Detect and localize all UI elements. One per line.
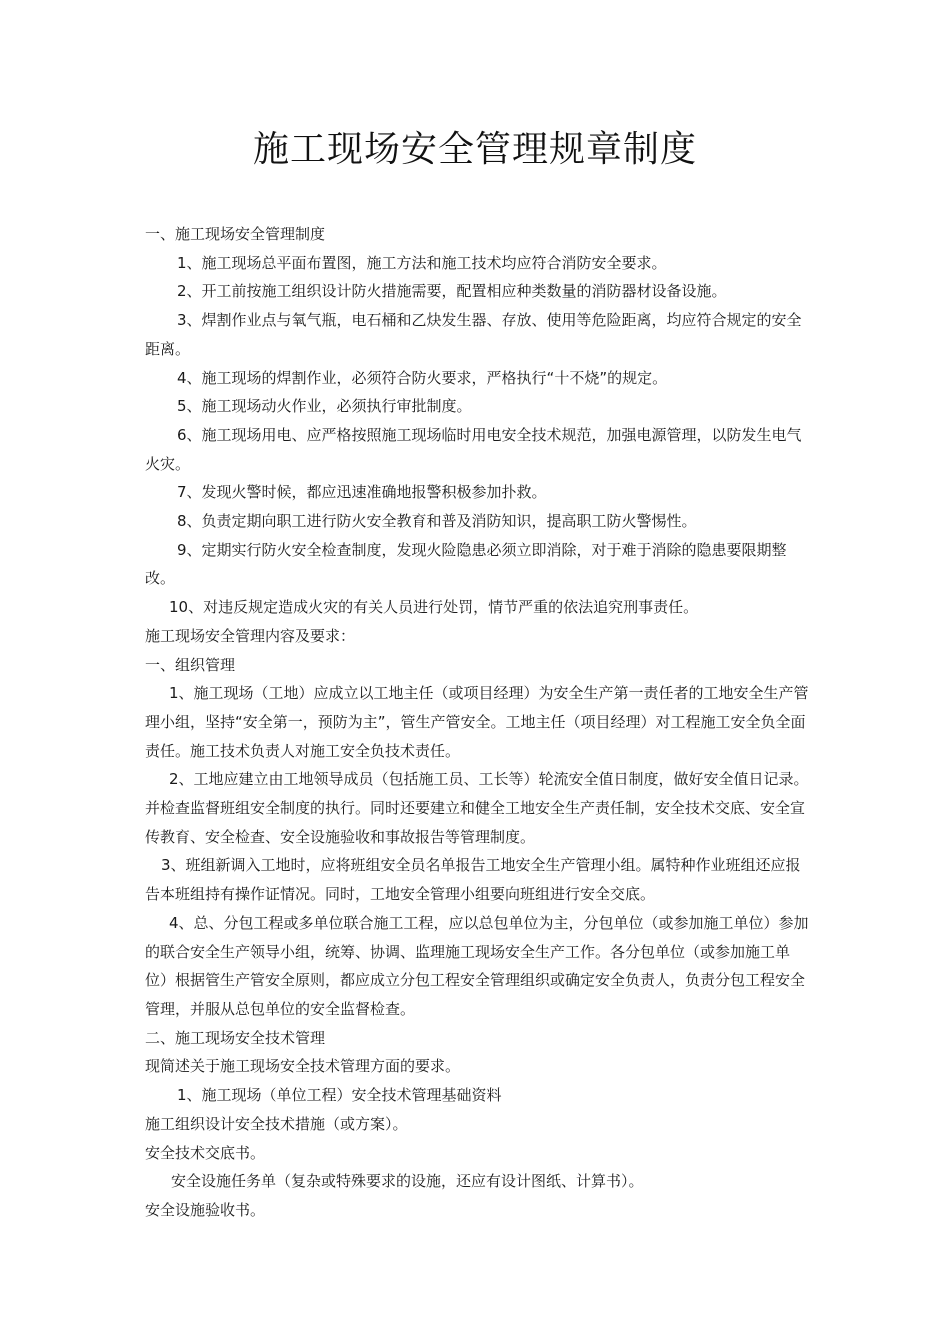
paragraph: 5、施工现场动火作业，必须执行审批制度。 (177, 397, 472, 416)
paragraph: 安全设施任务单（复杂或特殊要求的设施，还应有设计图纸、计算书）。 (171, 1172, 644, 1191)
paragraph: 4、总、分包工程或多单位联合施工工程，应以总包单位为主，分包单位（或参加施工单位）参加的联合安全生产领导小组，统筹、协调、监理施工现场安全生产工作。各分包单位（或参加施工单位）根据管生产管安全原则，都应成立分包工程安全管理组织或确定安全负责人，负责分包工程安全管理，并服从总包单位的安全监督检查。 (145, 913, 809, 1018)
paragraph: 现简述关于施工现场安全技术管理方面的要求。 (145, 1057, 461, 1076)
paragraph: 二、施工现场安全技术管理 (145, 1028, 326, 1047)
paragraph: 1、施工现场总平面布置图，施工方法和施工技术均应符合消防安全要求。 (177, 253, 667, 272)
paragraph: 7、发现火警时候，都应迅速准确地报警积极参加扑救。 (177, 483, 547, 502)
paragraph: 9、定期实行防火安全检查制度，发现火险隐患必须立即消除，对于难于消除的隐患要限期整改。 (145, 540, 787, 588)
paragraph: 8、负责定期向职工进行防火安全教育和普及消防知识，提高职工防火警惕性。 (177, 512, 697, 531)
paragraph: 2、工地应建立由工地领导成员（包括施工员、工长等）轮流安全值日制度，做好安全值日记录。并检查监督班组安全制度的执行。同时还要建立和健全工地安全生产责任制，安全技术交底、安全宣传教育、安全检查、安全设施验收和事故报告等管理制度。 (145, 770, 809, 846)
paragraph: 3、班组新调入工地时，应将班组安全员名单报告工地安全生产管理小组。属特种作业班组还应报告本班组持有操作证情况。同时，工地安全管理小组要向班组进行安全交底。 (145, 856, 801, 904)
paragraph: 施工组织设计安全技术措施（或方案）。 (145, 1114, 408, 1133)
document-body (145, 220, 811, 1225)
paragraph: 安全设施验收书。 (145, 1200, 266, 1219)
paragraph: 安全技术交底书。 (145, 1143, 266, 1162)
paragraph: 3、焊割作业点与氧气瓶，电石桶和乙炔发生器、存放、使用等危险距离，均应符合规定的安全距离。 (145, 311, 802, 358)
paragraph: 施工现场安全管理内容及要求： (145, 626, 356, 645)
paragraph: 4、施工现场的焊割作业，必须符合防火要求，严格执行“十不烧”的规定。 (177, 368, 668, 387)
paragraph: 1、施工现场（工地）应成立以工地主任（或项目经理）为安全生产第一责任者的工地安全生产管理小组，坚持“安全第一，预防为主”，管生产管安全。工地主任（项目经理）对工程施工安全负全面责任。施工技术负责人对施工安全负技术责任。 (145, 684, 809, 760)
paragraph: 1、施工现场（单位工程）安全技术管理基础资料 (177, 1086, 502, 1105)
paragraph: 2、开工前按施工组织设计防火措施需要，配置相应种类数量的消防器材设备设施。 (177, 282, 727, 301)
paragraph: 6、施工现场用电、应严格按照施工现场临时用电安全技术规范，加强电源管理，以防发生电气火灾。 (145, 425, 802, 473)
paragraph: 一、施工现场安全管理制度 (145, 225, 326, 243)
paragraph: 一、组织管理 (145, 655, 236, 674)
document-title: 施工现场安全管理规章制度 (252, 129, 697, 170)
paragraph: 10、对违反规定造成火灾的有关人员进行处罚，情节严重的依法追究刑事责任。 (169, 598, 699, 617)
